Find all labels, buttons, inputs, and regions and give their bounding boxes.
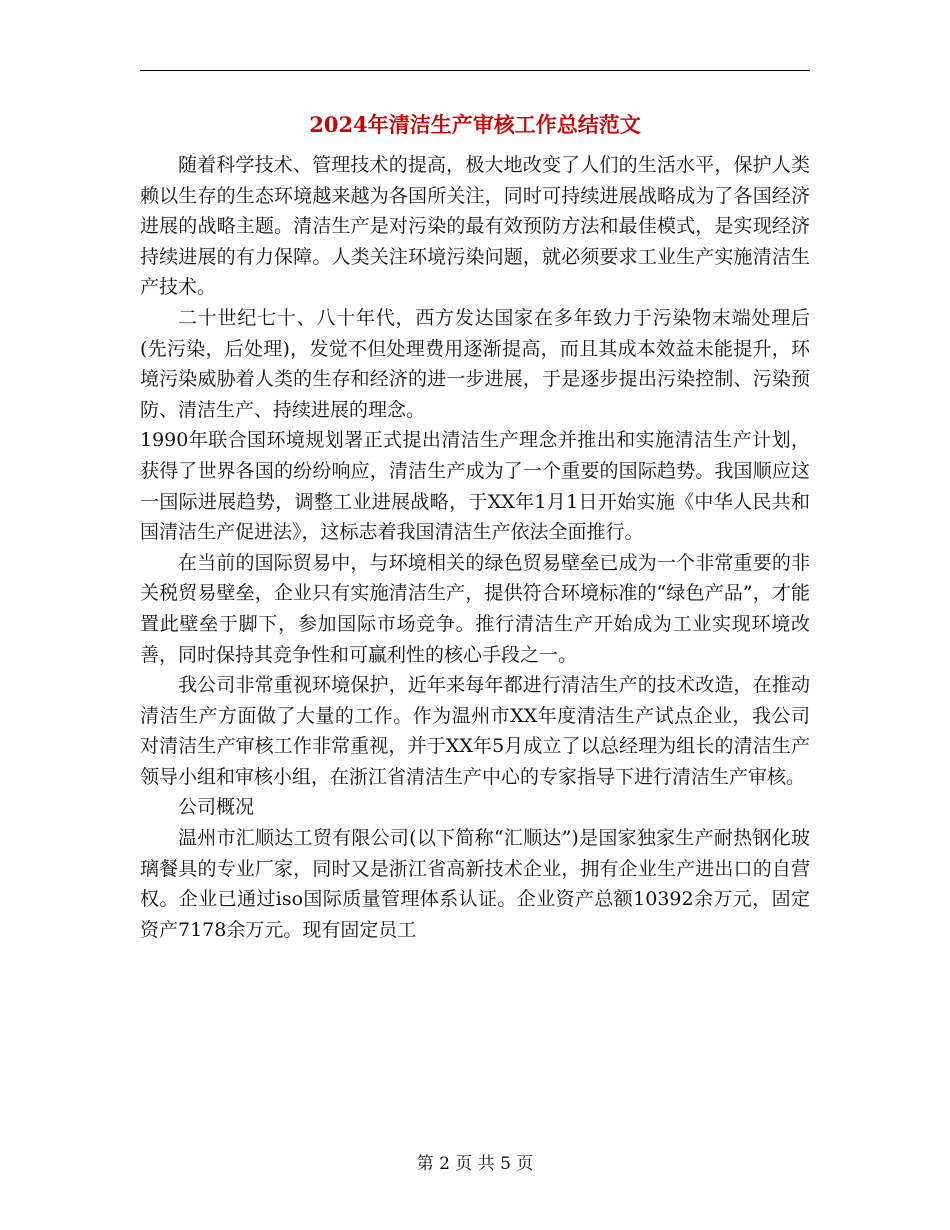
paragraph-history: 二十世纪七十、八十年代，西方发达国家在多年致力于污染物末端处理后(先污染，后处理)，发觉不但处理费用逐渐提高，而且其成本效益未能提升，环境污染威胁着人类的生存和经济的进一步进展，于是逐步提出污染控制、污染预防、清洁生产、持续进展的理念。 bbox=[140, 306, 810, 421]
document-title: 2024年清洁生产审核工作总结范文 bbox=[309, 112, 641, 137]
header-rule bbox=[140, 70, 810, 71]
paragraph-green-barrier: 在当前的国际贸易中，与环境相关的绿色贸易壁垒已成为一个非常重要的非关税贸易壁垒，企业只有实施清洁生产，提供符合环境标准的“绿色产品”，才能置此壁垒于脚下，参加国际市场竞争。推行清洁生产开始成为工业实现环境改善，同时保持其竞争性和可赢利性的核心手段之一。 bbox=[140, 551, 810, 666]
paragraph-company-overview: 温州市汇顺达工贸有限公司(以下简称“汇顺达”)是国家独家生产耐热钢化玻璃餐具的专业厂家，同时又是浙江省高新技术企业，拥有企业生产进出口的自营权。企业已通过iso国际质量管理体系认证。企业资产总额10392余万元，固定资产7178余万元。现有固定员工 bbox=[140, 827, 810, 941]
paragraph-company-effort: 我公司非常重视环境保护，近年来每年都进行清洁生产的技术改造，在推动清洁生产方面做了大量的工作。作为温州市XX年度清洁生产试点企业，我公司对清洁生产审核工作非常重视，并于XX年5月成立了以总经理为组长的清洁生产领导小组和审核小组，在浙江省清洁生产中心的专家指导下进行清洁生产审核。 bbox=[140, 674, 810, 788]
section-heading-company-overview: 公司概况 bbox=[178, 796, 255, 819]
document-body bbox=[140, 150, 810, 945]
page-number: 第 2 页 共 5 页 bbox=[416, 1154, 534, 1174]
paragraph-intro: 随着科学技术、管理技术的提高，极大地改变了人们的生活水平，保护人类赖以生存的生态环境越来越为各国所关注，同时可持续进展战略成为了各国经济进展的战略主题。清洁生产是对污染的最有效预防方法和最佳模式，是实现经济持续进展的有力保障。人类关注环境污染问题，就必须要求工业生产实施清洁生产技术。 bbox=[140, 154, 810, 299]
paragraph-1990-program: 1990年联合国环境规划署正式提出清洁生产理念并推出和实施清洁生产计划，获得了世界各国的纷纷响应，清洁生产成为了一个重要的国际趋势。我国顺应这一国际进展趋势，调整工业进展战略，于XX年1月1日开始实施《中华人民共和国清洁生产促进法》，这标志着我国清洁生产依法全面推行。 bbox=[140, 429, 810, 544]
